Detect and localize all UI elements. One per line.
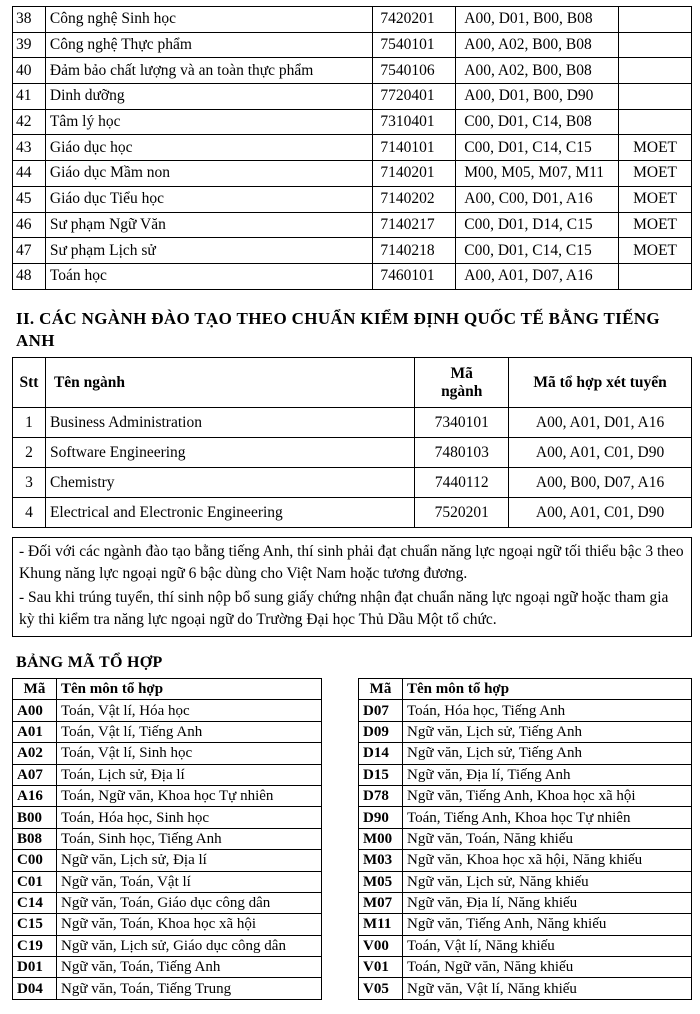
row-major-code: 7420201 <box>373 7 456 33</box>
combo-code: C15 <box>13 914 57 935</box>
table-row <box>13 468 692 498</box>
table-row <box>13 58 692 84</box>
combo-subjects: Ngữ văn, Lịch sử, Địa lí <box>57 850 322 871</box>
row-stt: 40 <box>13 58 46 84</box>
combo-subjects: Ngữ văn, Tiếng Anh, Năng khiếu <box>403 914 692 935</box>
row-note <box>619 7 692 33</box>
table-row <box>359 807 692 828</box>
table-row <box>13 498 692 528</box>
combo-subjects: Ngữ văn, Lịch sử, Giáo dục công dân <box>57 935 322 956</box>
row-stt: 41 <box>13 84 46 110</box>
row-major-name: Công nghệ Sinh học <box>45 7 373 33</box>
row-note: MOET <box>619 238 692 264</box>
combo-table-right <box>358 678 692 1000</box>
combo-subjects: Ngữ văn, Lịch sử, Tiếng Anh <box>403 743 692 764</box>
table-row <box>13 850 322 871</box>
table-row <box>13 84 692 110</box>
majors-table-body <box>13 7 692 290</box>
row-combos: A00, C00, D01, A16 <box>456 186 619 212</box>
combo-subjects: Ngữ văn, Lịch sử, Tiếng Anh <box>403 721 692 742</box>
table-row <box>359 721 692 742</box>
table-row <box>359 700 692 721</box>
combo-code: V00 <box>359 935 403 956</box>
combo-subjects: Toán, Vật lí, Tiếng Anh <box>57 721 322 742</box>
english-programs-table <box>12 357 692 528</box>
row-note: MOET <box>619 212 692 238</box>
row-combos: A00, D01, B00, B08 <box>456 7 619 33</box>
table-row <box>359 785 692 806</box>
combo-subjects: Ngữ văn, Toán, Tiếng Anh <box>57 957 322 978</box>
row-stt: 42 <box>13 109 46 135</box>
row-major-code: 7540106 <box>373 58 456 84</box>
row-stt: 45 <box>13 186 46 212</box>
row-major-name: Giáo dục học <box>45 135 373 161</box>
table-row <box>13 700 322 721</box>
header-subjects: Tên môn tổ hợp <box>57 679 322 700</box>
notes-box <box>12 537 692 637</box>
combo-subjects: Toán, Ngữ văn, Năng khiếu <box>403 957 692 978</box>
section-title: II. CÁC NGÀNH ĐÀO TẠO THEO CHUẨN KIỂM ĐỊNH QUỐC TẾ BẰNG TIẾNG ANH <box>16 309 660 350</box>
combo-code: A01 <box>13 721 57 742</box>
row-major-code: 7140217 <box>373 212 456 238</box>
table-row <box>13 828 322 849</box>
row-stt: 4 <box>13 498 46 528</box>
row-major-name: Công nghệ Thực phẩm <box>45 32 373 58</box>
row-major-code: 7140101 <box>373 135 456 161</box>
table-row <box>359 957 692 978</box>
note-paragraph: - Đối với các ngành đào tạo bằng tiếng Anh, thí sinh phải đạt chuẩn năng lực ngoại ngữ tối thiểu bậc 3 theo Khung năng lực ngoại ngữ 6 bậc dùng cho Việt Nam hoặc tương đương. <box>19 543 684 582</box>
combo-code: M11 <box>359 914 403 935</box>
row-major-code: 7140202 <box>373 186 456 212</box>
row-major-code: 7460101 <box>373 263 456 289</box>
row-major-code: 7310401 <box>373 109 456 135</box>
row-major-code: 7480103 <box>415 438 509 468</box>
combo-subjects: Toán, Sinh học, Tiếng Anh <box>57 828 322 849</box>
row-major-code: 7540101 <box>373 32 456 58</box>
table-row <box>13 978 322 999</box>
combo-code: V05 <box>359 978 403 999</box>
combo-subjects: Ngữ văn, Toán, Giáo dục công dân <box>57 892 322 913</box>
combo-code: D04 <box>13 978 57 999</box>
row-note <box>619 84 692 110</box>
table-row <box>359 935 692 956</box>
combo-subjects: Ngữ văn, Toán, Năng khiếu <box>403 828 692 849</box>
row-combos: A00, A01, C01, D90 <box>509 498 692 528</box>
majors-table <box>12 6 692 290</box>
combo-code: A16 <box>13 785 57 806</box>
combo-subjects: Toán, Vật lí, Hóa học <box>57 700 322 721</box>
table-row <box>13 935 322 956</box>
combo-subjects: Ngữ văn, Khoa học xã hội, Năng khiếu <box>403 850 692 871</box>
table-row <box>359 978 692 999</box>
combo-subjects: Ngữ văn, Toán, Vật lí <box>57 871 322 892</box>
row-stt: 48 <box>13 263 46 289</box>
row-stt: 38 <box>13 7 46 33</box>
row-combos: C00, D01, C14, B08 <box>456 109 619 135</box>
combo-code: A00 <box>13 700 57 721</box>
combo-subjects: Ngữ văn, Lịch sử, Năng khiếu <box>403 871 692 892</box>
table-row <box>13 438 692 468</box>
combo-code: V01 <box>359 957 403 978</box>
table-row <box>13 743 322 764</box>
note-paragraph: - Sau khi trúng tuyển, thí sinh nộp bổ sung giấy chứng nhận đạt chuẩn năng lực ngoại ngữ hoặc tham gia kỳ thi kiểm tra năng lực ngoại ngữ do Trường Đại học Thủ Dầu Một tổ chức. <box>19 589 669 628</box>
row-stt: 47 <box>13 238 46 264</box>
table-row <box>359 871 692 892</box>
combo-code: M07 <box>359 892 403 913</box>
table-header-row <box>359 679 692 700</box>
combo-subjects: Ngữ văn, Tiếng Anh, Khoa học xã hội <box>403 785 692 806</box>
combo-code: C01 <box>13 871 57 892</box>
row-stt: 44 <box>13 161 46 187</box>
combo-code: C19 <box>13 935 57 956</box>
table-row <box>13 135 692 161</box>
table-row <box>359 764 692 785</box>
combo-subjects: Toán, Vật lí, Năng khiếu <box>403 935 692 956</box>
row-combos: C00, D01, C14, C15 <box>456 238 619 264</box>
combo-subjects: Ngữ văn, Vật lí, Năng khiếu <box>403 978 692 999</box>
row-note <box>619 109 692 135</box>
table-row <box>13 7 692 33</box>
combo-code: A07 <box>13 764 57 785</box>
row-major-name: Giáo dục Tiểu học <box>45 186 373 212</box>
table-row <box>13 109 692 135</box>
combo-subjects: Toán, Lịch sử, Địa lí <box>57 764 322 785</box>
row-note: MOET <box>619 161 692 187</box>
combo-code: D14 <box>359 743 403 764</box>
combo-code: D90 <box>359 807 403 828</box>
row-major-name: Sư phạm Lịch sử <box>45 238 373 264</box>
combo-subjects: Ngữ văn, Toán, Tiếng Trung <box>57 978 322 999</box>
table-header-row <box>13 679 322 700</box>
table-row <box>13 212 692 238</box>
header-combos: Mã tổ hợp xét tuyển <box>509 358 692 408</box>
row-combos: A00, A01, C01, D90 <box>509 438 692 468</box>
row-combos: A00, D01, B00, D90 <box>456 84 619 110</box>
row-major-code: 7440112 <box>415 468 509 498</box>
table-row <box>359 828 692 849</box>
combo-left-body <box>13 700 322 999</box>
header-code: Mã <box>13 679 57 700</box>
row-major-code: 7720401 <box>373 84 456 110</box>
table-row <box>13 807 322 828</box>
row-major-name: Giáo dục Mầm non <box>45 161 373 187</box>
row-combos: A00, B00, D07, A16 <box>509 468 692 498</box>
table-row <box>13 721 322 742</box>
row-major-name: Business Administration <box>45 408 414 438</box>
combo-code: M03 <box>359 850 403 871</box>
combo-code: D01 <box>13 957 57 978</box>
row-combos: C00, D01, D14, C15 <box>456 212 619 238</box>
combo-subjects: Ngữ văn, Toán, Khoa học xã hội <box>57 914 322 935</box>
combo-code: D15 <box>359 764 403 785</box>
row-major-code: 7140201 <box>373 161 456 187</box>
row-note <box>619 32 692 58</box>
row-combos: A00, A01, D01, A16 <box>509 408 692 438</box>
header-stt: Stt <box>13 358 46 408</box>
row-major-name: Dinh dưỡng <box>45 84 373 110</box>
table-row <box>359 892 692 913</box>
row-major-name: Đảm bảo chất lượng và an toàn thực phẩm <box>45 58 373 84</box>
header-major-name: Tên ngành <box>45 358 414 408</box>
table-row <box>359 743 692 764</box>
row-combos: M00, M05, M07, M11 <box>456 161 619 187</box>
combo-code: B08 <box>13 828 57 849</box>
header-major-code <box>415 358 509 408</box>
row-major-name: Electrical and Electronic Engineering <box>45 498 414 528</box>
table-row <box>13 764 322 785</box>
row-major-name: Sư phạm Ngữ Văn <box>45 212 373 238</box>
row-major-name: Chemistry <box>45 468 414 498</box>
row-stt: 43 <box>13 135 46 161</box>
row-stt: 39 <box>13 32 46 58</box>
english-programs-body <box>13 408 692 528</box>
combo-code: C00 <box>13 850 57 871</box>
row-combos: A00, A02, B00, B08 <box>456 58 619 84</box>
table-row <box>13 161 692 187</box>
row-stt: 1 <box>13 408 46 438</box>
row-note: MOET <box>619 186 692 212</box>
combo-table-title: BẢNG MÃ TỔ HỢP <box>16 654 163 671</box>
table-row <box>13 263 692 289</box>
combo-code: C14 <box>13 892 57 913</box>
combo-code: M00 <box>359 828 403 849</box>
row-combos: A00, A02, B00, B08 <box>456 32 619 58</box>
row-combos: A00, A01, D07, A16 <box>456 263 619 289</box>
table-header-row <box>13 358 692 408</box>
row-note <box>619 263 692 289</box>
combo-code: M05 <box>359 871 403 892</box>
combo-subjects: Ngữ văn, Địa lí, Năng khiếu <box>403 892 692 913</box>
header-subjects: Tên môn tổ hợp <box>403 679 692 700</box>
combo-subjects: Toán, Ngữ văn, Khoa học Tự nhiên <box>57 785 322 806</box>
table-row <box>13 408 692 438</box>
header-code-line2: ngành <box>441 382 483 400</box>
combo-code: D09 <box>359 721 403 742</box>
combo-code: D07 <box>359 700 403 721</box>
table-row <box>13 32 692 58</box>
combo-subjects: Toán, Hóa học, Sinh học <box>57 807 322 828</box>
table-row <box>13 957 322 978</box>
row-combos: C00, D01, C14, C15 <box>456 135 619 161</box>
table-row <box>13 186 692 212</box>
combo-subjects: Ngữ văn, Địa lí, Tiếng Anh <box>403 764 692 785</box>
combo-subjects: Toán, Hóa học, Tiếng Anh <box>403 700 692 721</box>
combo-code: A02 <box>13 743 57 764</box>
combo-code: D78 <box>359 785 403 806</box>
table-row <box>13 892 322 913</box>
table-row <box>13 238 692 264</box>
row-major-code: 7520201 <box>415 498 509 528</box>
combo-right-body <box>359 700 692 999</box>
table-row <box>13 914 322 935</box>
combo-table-left <box>12 678 322 1000</box>
row-note <box>619 58 692 84</box>
row-major-name: Toán học <box>45 263 373 289</box>
header-code-line1: Mã <box>450 364 473 382</box>
row-major-name: Software Engineering <box>45 438 414 468</box>
combo-code: B00 <box>13 807 57 828</box>
row-stt: 2 <box>13 438 46 468</box>
row-major-code: 7140218 <box>373 238 456 264</box>
table-row <box>13 871 322 892</box>
row-stt: 3 <box>13 468 46 498</box>
row-major-name: Tâm lý học <box>45 109 373 135</box>
table-row <box>359 850 692 871</box>
table-row <box>359 914 692 935</box>
header-code: Mã <box>359 679 403 700</box>
combo-subjects: Toán, Tiếng Anh, Khoa học Tự nhiên <box>403 807 692 828</box>
row-major-code: 7340101 <box>415 408 509 438</box>
table-row <box>13 785 322 806</box>
combo-subjects: Toán, Vật lí, Sinh học <box>57 743 322 764</box>
row-stt: 46 <box>13 212 46 238</box>
row-note: MOET <box>619 135 692 161</box>
